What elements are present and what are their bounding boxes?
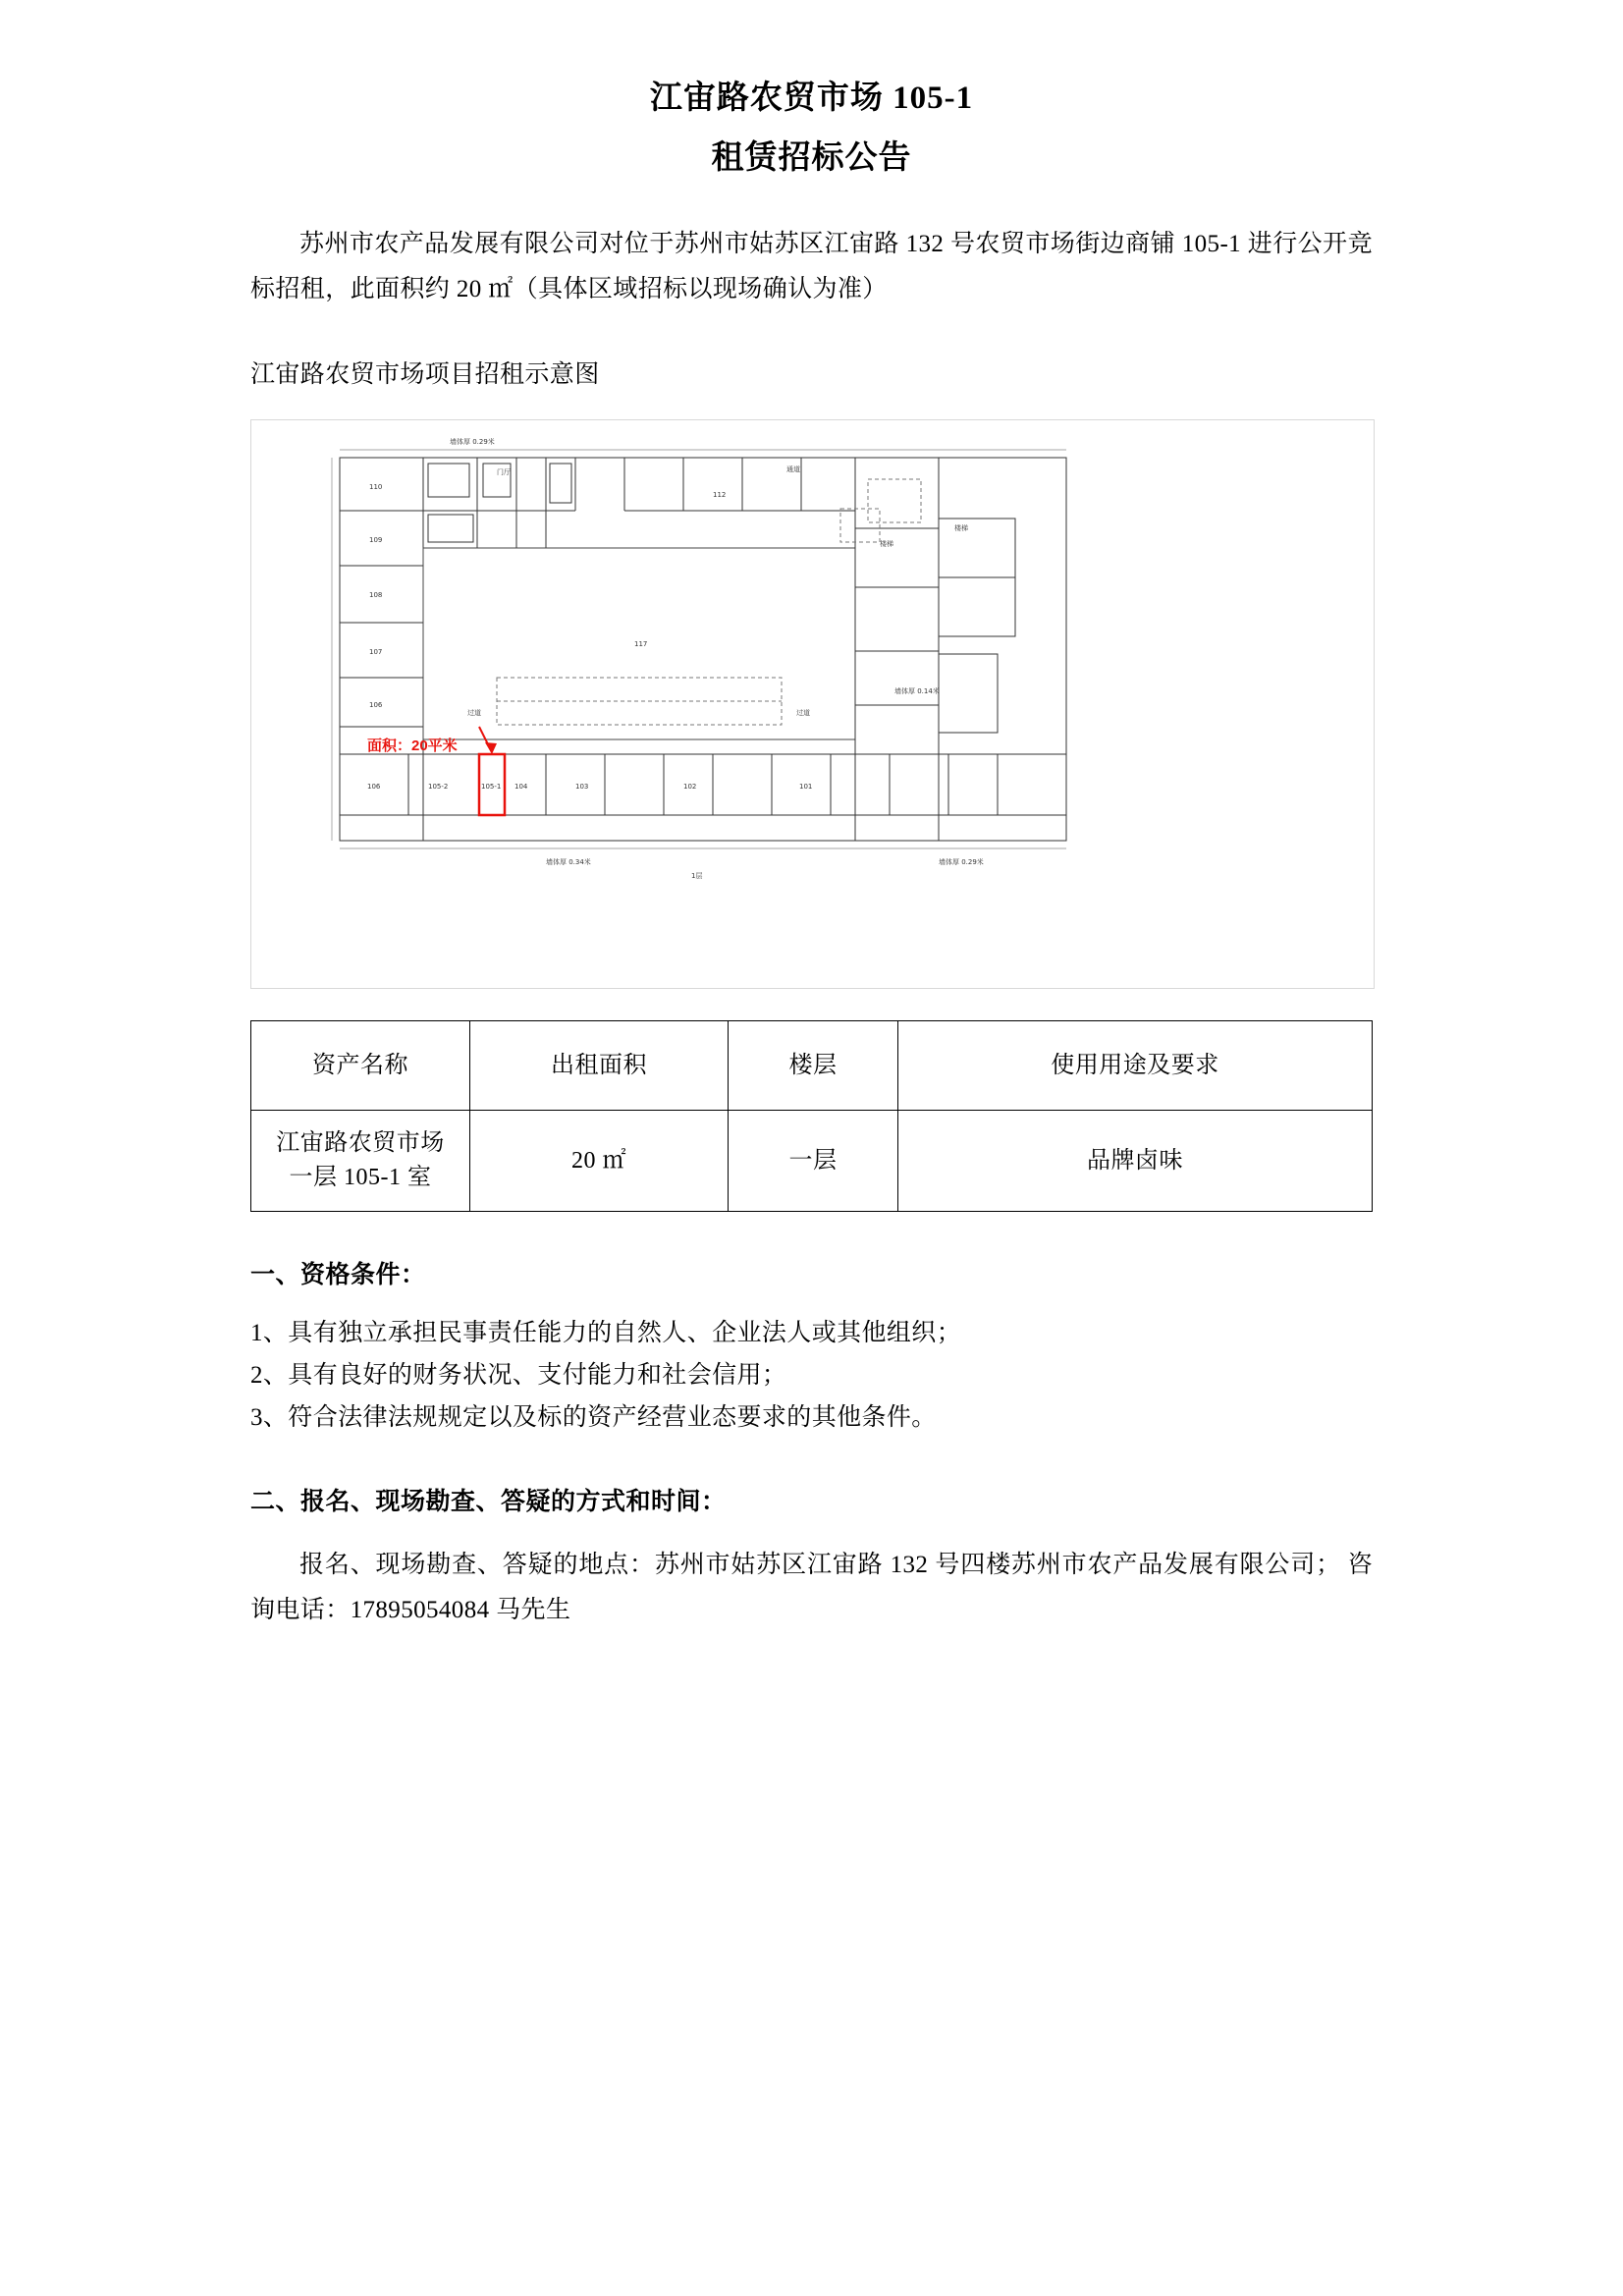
svg-text:110: 110 — [369, 482, 383, 491]
svg-text:105-1: 105-1 — [481, 782, 502, 791]
col-header-area: 出租面积 — [470, 1020, 729, 1110]
svg-text:104: 104 — [514, 782, 528, 791]
page-title — [250, 69, 1373, 189]
cell-floor: 一层 — [729, 1110, 898, 1211]
svg-text:墙体厚 0.29米: 墙体厚 0.29米 — [939, 857, 984, 866]
cell-usage: 品牌卤味 — [898, 1110, 1373, 1211]
svg-text:102: 102 — [683, 782, 697, 791]
svg-text:106: 106 — [367, 782, 381, 791]
intro-paragraph: 苏州市农产品发展有限公司对位于苏州市姑苏区江宙路 132 号农贸市场街边商铺 105-1 进行公开竞标招租，此面积约 20 ㎡（具体区域招标以现场确认为准） — [250, 231, 1373, 303]
floor-plan-drawing — [251, 420, 1374, 988]
section-heading-registration: 二、报名、现场勘查、答疑的方式和时间： — [250, 1487, 727, 1515]
list-item: 2、具有良好的财务状况、支付能力和社会信用； — [250, 1361, 787, 1389]
cell-asset-name — [251, 1110, 470, 1211]
svg-text:通道: 通道 — [786, 465, 800, 473]
asset-info-table — [250, 1020, 1373, 1212]
svg-text:楼梯: 楼梯 — [954, 523, 968, 532]
svg-text:107: 107 — [369, 647, 383, 656]
svg-text:101: 101 — [799, 782, 813, 791]
table-row — [251, 1110, 1373, 1211]
plan-heading: 江宙路农贸市场项目招租示意图 — [250, 360, 600, 388]
asset-name-line-2: 一层 105-1 室 — [289, 1164, 432, 1190]
svg-text:108: 108 — [369, 590, 383, 599]
svg-text:106: 106 — [369, 700, 383, 709]
list-item: 3、符合法律法规规定以及标的资产经营业态要求的其他条件。 — [250, 1403, 937, 1431]
svg-text:103: 103 — [575, 782, 589, 791]
svg-text:过道: 过道 — [467, 708, 481, 717]
svg-text:105-2: 105-2 — [428, 782, 449, 791]
svg-text:墙体厚 0.34米: 墙体厚 0.34米 — [546, 857, 591, 866]
svg-text:1层: 1层 — [691, 871, 703, 880]
svg-text:门厅: 门厅 — [497, 467, 511, 476]
title-line-1: 江宙路农贸市场 105-1 — [649, 81, 974, 116]
col-header-usage: 使用用途及要求 — [898, 1020, 1373, 1110]
svg-text:墙体厚 0.29米: 墙体厚 0.29米 — [450, 437, 495, 446]
section-heading-qualification: 一、资格条件： — [250, 1260, 426, 1288]
asset-name-line-1: 江宙路农贸市场 — [276, 1130, 445, 1157]
col-header-name: 资产名称 — [251, 1020, 470, 1110]
floor-plan-image — [250, 419, 1375, 989]
svg-text:117: 117 — [634, 639, 648, 648]
svg-text:墙体厚 0.14米: 墙体厚 0.14米 — [894, 686, 940, 695]
plan-area-callout: 面积：20平米 — [367, 737, 458, 754]
cell-area: 20 ㎡ — [470, 1110, 729, 1211]
svg-text:过道: 过道 — [796, 708, 810, 717]
svg-text:109: 109 — [369, 535, 383, 544]
table-header-row — [251, 1020, 1373, 1110]
svg-text:112: 112 — [713, 490, 727, 499]
registration-paragraph: 报名、现场勘查、答疑的地点：苏州市姑苏区江宙路 132 号四楼苏州市农产品发展有限公司； 咨询电话：17895054084 马先生 — [250, 1551, 1373, 1624]
col-header-floor: 楼层 — [729, 1020, 898, 1110]
title-line-2: 租赁招标公告 — [711, 140, 912, 177]
svg-text:楼梯: 楼梯 — [880, 539, 893, 548]
list-item: 1、具有独立承担民事责任能力的自然人、企业法人或其他组织； — [250, 1319, 962, 1346]
qualification-list — [250, 1312, 1373, 1439]
